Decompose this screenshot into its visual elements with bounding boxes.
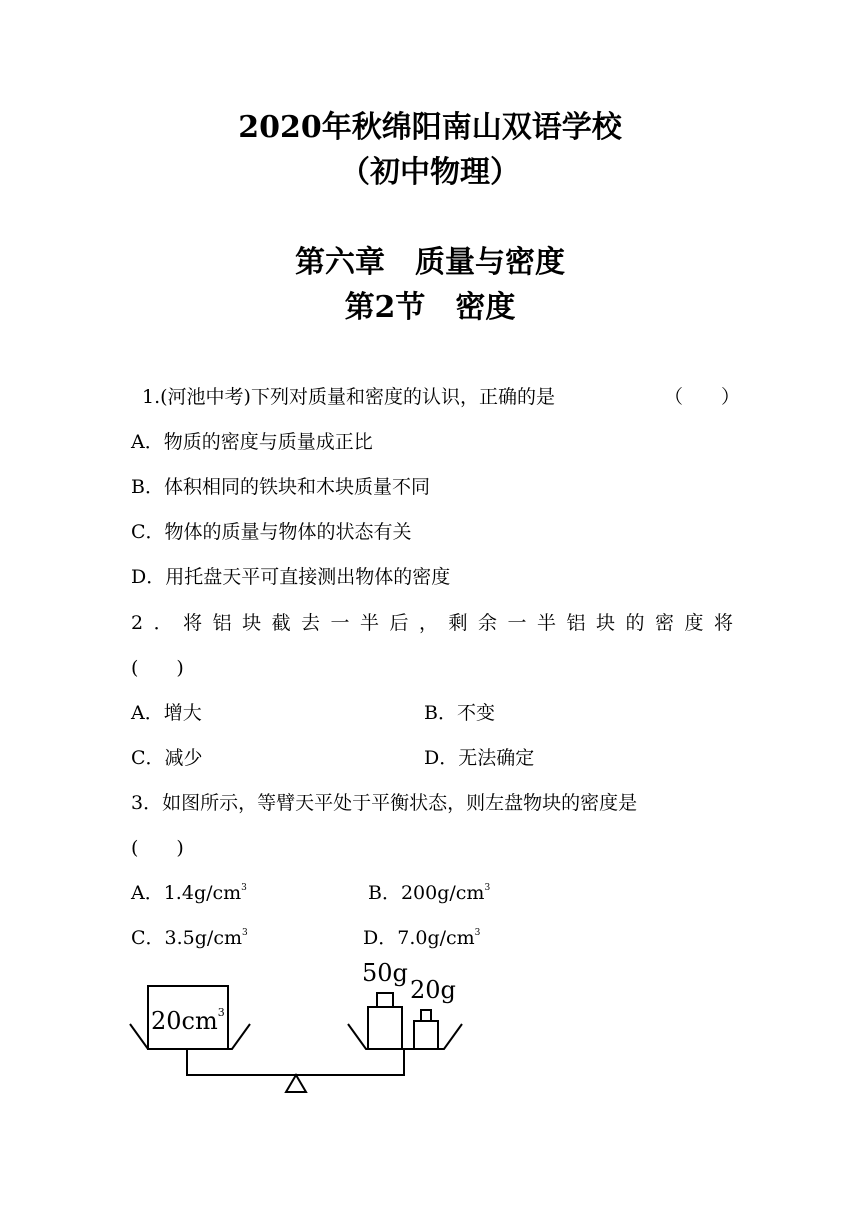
question-2-option-c: C．减少 [131,747,203,769]
question-3-option-b: B．$200g/cm^3$ [368,882,491,904]
question-3-stem: 3．如图所示，等臂天平处于平衡状态，则左盘物块的密度是 [131,792,638,814]
question-1-answer-blank: （ ） [664,386,741,408]
question-1-option-b: B．体积相同的铁块和木块质量不同 [131,476,430,498]
question-2-option-a: A．增大 [131,702,202,724]
question-3-option-d: D．$7.0g/cm^3$ [363,927,481,949]
question-3-option-c: C．$3.5g/cm^3$ [131,927,248,949]
weight-20g-label: 20g [410,976,456,1004]
fulcrum [286,1075,306,1092]
weight-50g-label: 50g [362,959,408,987]
right-pan [348,1024,462,1049]
question-1-option-c: C．物体的质量与物体的状态有关 [131,521,412,543]
question-1-stem: 1.(河池中考)下列对质量和密度的认识，正确的是 [142,386,555,408]
balance-beam [187,1049,404,1075]
weight-20g-knob [421,1010,431,1021]
subject-title: （初中物理） [340,155,520,190]
weight-50g-body [368,1007,402,1049]
question-2-option-d: D．无法确定 [424,747,535,769]
question-1-option-a: A．物质的密度与质量成正比 [131,431,373,453]
weight-20g-body [414,1021,438,1049]
section-title: 第2节 密度 [344,290,516,325]
weight-50g-knob [377,993,393,1007]
chapter-title: 第六章 质量与密度 [295,245,565,280]
question-3-option-a: A．$1.4g/cm^3$ [131,882,247,904]
question-2-stem: 2．将铝块截去一半后，剩余一半铝块的密度将 [131,612,733,634]
balance-scale-figure [126,955,476,1100]
question-3-answer-blank: ( ) [131,837,184,859]
question-2-option-b: B．不变 [424,702,495,724]
question-2-answer-blank: ( ) [131,657,184,679]
school-title: 2020年秋绵阳南山双语学校 [238,110,622,145]
question-1-option-d: D．用托盘天平可直接测出物体的密度 [131,566,451,588]
block-volume-label: $20cm^3$ [151,1006,225,1035]
